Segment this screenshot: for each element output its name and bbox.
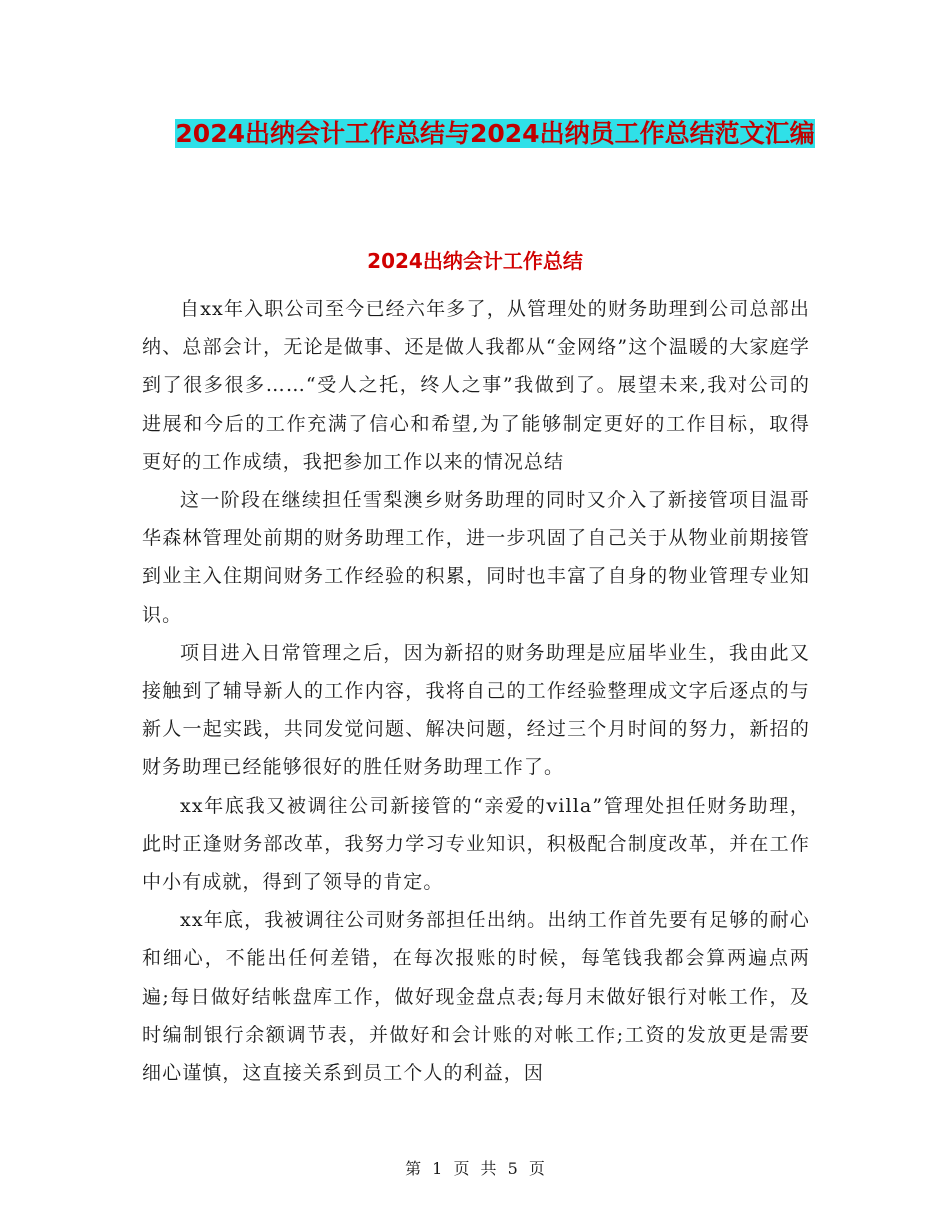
- paragraph: 这一阶段在继续担任雪梨澳乡财务助理的同时又介入了新接管项目温哥华森林管理处前期的财务助理工作，进一步巩固了自己关于从物业前期接管到业主入住期间财务工作经验的积累，同时也丰富了自身的物业管理专业知识。: [142, 489, 810, 626]
- paragraph: xx年底，我被调往公司财务部担任出纳。出纳工作首先要有足够的耐心和细心，不能出任何差错，在每次报账的时候，每笔钱我都会算两遍点两遍;每日做好结帐盘库工作，做好现金盘点表;每月末做好银行对帐工作，及时编制银行余额调节表，并做好和会计账的对帐工作;工资的发放更是需要细心谨慎，这直接关系到员工个人的利益，因: [142, 909, 810, 1085]
- paragraph: 项目进入日常管理之后，因为新招的财务助理是应届毕业生，我由此又接触到了辅导新人的工作内容，我将自己的工作经验整理成文字后逐点的与新人一起实践，共同发觉问题、解决问题，经过三个月时间的努力，新招的财务助理已经能够很好的胜任财务助理工作了。: [142, 641, 810, 779]
- paragraph: 自xx年入职公司至今已经六年多了，从管理处的财务助理到公司总部出纳、总部会计，无论是做事、还是做人我都从“金网络”这个温暖的大家庭学到了很多很多……“受人之托，终人之事”我做到了。展望未来,我对公司的进展和今后的工作充满了信心和希望,为了能够制定更好的工作目标，取得更好的工作成绩，我把参加工作以来的情况总结: [142, 298, 810, 473]
- document-body: [142, 290, 810, 1092]
- paragraph: xx年底我又被调往公司新接管的“亲爱的villa”管理处担任财务助理，此时正逢财务部改革，我努力学习专业知识，积极配合制度改革，并在工作中小有成就，得到了领导的肯定。: [142, 794, 810, 894]
- document-title-text: 2024出纳会计工作总结与2024出纳员工作总结范文汇编: [175, 119, 815, 148]
- page-footer: 第 1 页 共 5 页: [405, 1159, 545, 1178]
- section-title: 2024出纳会计工作总结: [367, 249, 583, 273]
- document-title: [140, 112, 850, 156]
